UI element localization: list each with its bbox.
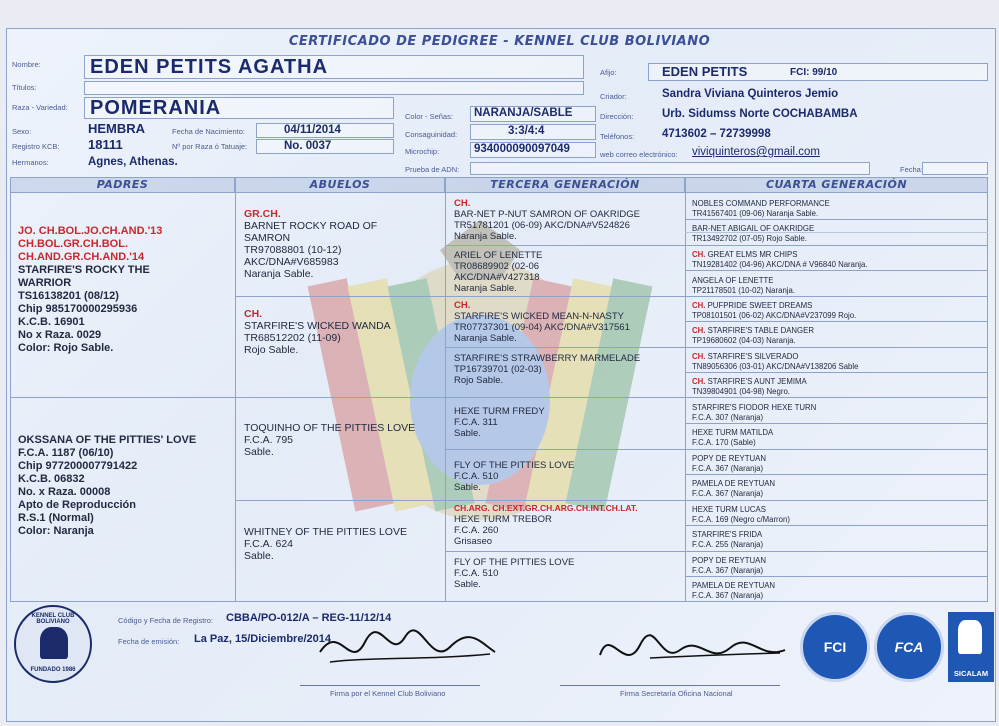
fourth-gen-title: CH. [692,301,706,310]
divider [685,423,988,424]
fourth-gen-reg: F.C.A. 367 (Naranja) [692,463,764,473]
dam-line: K.C.B. 06832 [18,473,85,485]
divider [445,449,988,450]
col-padres: PADRES [10,177,235,193]
dam-line: Color: Naranja [18,525,94,537]
fourth-gen-name: PAMELA DE REYTUAN [692,479,776,488]
fourth-gen-title: CH. [692,377,706,386]
third-gen-line: F.C.A. 510 [454,471,499,482]
sire-line: K.C.B. 16901 [18,316,85,328]
third-gen-1 [454,198,640,242]
grandparent-title: CH. [244,308,263,320]
label-consanguinidad: Consaguinidad: [405,130,458,139]
fourth-gen-reg: TP21178501 (10-02) Naranja. [692,285,796,295]
fourth-gen-16 [692,581,775,600]
fourth-gen-name: POPY DE REYTUAN [692,556,766,565]
label-telefonos: Teléfonos: [600,132,635,141]
third-gen-line: Rojo Sable. [454,375,504,386]
sire-title: CH.AND.GR.CH.AND.'14 [18,251,145,263]
label-titulos: Títulos: [12,83,37,92]
dog-head-icon [958,620,982,654]
label-hermanos: Hermanos: [12,158,49,167]
dam-line: No. x Raza. 00008 [18,486,111,498]
grandparent-1 [244,208,377,280]
breeder-email[interactable]: viviquinteros@gmail.com [692,146,820,158]
label-fecha: Fecha: [900,165,923,174]
grandparent-2 [244,308,391,356]
third-gen-line: F.C.A. 510 [454,568,499,579]
third-gen-2 [454,250,542,294]
third-gen-title: CH.ARG. CH.EXT.GR.CH.ARG.CH.INT.CH.LAT. [454,503,638,513]
fourth-gen-10 [692,428,773,447]
dam-line: Apto de Reproducción [18,499,136,511]
third-gen-5 [454,406,545,439]
consanguinidad-value: 3:3/4:4 [508,125,545,137]
label-registro-code: Código y Fecha de Registro: [118,616,214,625]
fourth-gen-reg: F.C.A. 367 (Naranja) [692,488,764,498]
divider [685,525,988,526]
third-gen-3 [454,300,630,344]
fourth-gen-reg: F.C.A. 307 (Naranja) [692,412,764,422]
fourth-gen-1 [692,199,830,218]
sire-line: WARRIOR [18,277,72,289]
sire-title: JO. CH.BOL.JO.CH.AND.'13 [18,225,163,237]
color-value: NARANJA/SABLE [474,107,573,119]
sire-line: TS16138201 (08/12) [18,290,119,302]
kennel-affix: EDEN PETITS [662,64,748,79]
third-gen-line: FLY OF THE PITTIES LOVE [454,460,575,471]
fourth-gen-reg: TN19281402 (04-96) AKC/DNA # V96840 Naranja. [692,259,868,269]
divider [685,576,988,577]
third-gen-line: Naranja Sable. [454,283,517,294]
fourth-gen-name: GREAT ELMS MR CHIPS [707,250,798,259]
fourth-gen-name: HEXE TURM MATILDA [692,428,774,437]
third-gen-line: F.C.A. 260 [454,525,499,536]
third-gen-8 [454,557,574,590]
label-fecha-nac: Fecha de Nacimiento: [172,127,245,136]
grandparent-line: BARNET ROCKY ROAD OF [244,220,378,232]
third-gen-6 [454,460,574,493]
dam-line: OKSSANA OF THE PITTIES' LOVE [18,434,197,446]
signature-line [300,685,480,686]
fourth-gen-name: HEXE TURM LUCAS [692,505,766,514]
third-gen-line: STARFIRE'S STRAWBERRY MARMELADE [454,353,641,364]
fourth-gen-reg: F.C.A. 367 (Naranja) [692,565,764,575]
sire-title: CH.BOL.GR.CH.BOL. [18,238,128,250]
third-gen-line: TR08689902 (02-06 [454,261,540,272]
certificate-title: CERTIFICADO DE PEDIGREE - KENNEL CLUB BOLIVIANO [288,34,711,49]
third-gen-line: HEXE TURM TREBOR [454,514,552,525]
dam-block [18,434,196,538]
fourth-gen-3 [692,250,868,269]
grandparent-line: F.C.A. 624 [244,538,294,550]
label-emision: Fecha de emisión: [118,637,180,646]
firma-kcb-label: Firma por el Kennel Club Boliviano [330,689,446,698]
fci-seal-text: FCI [823,639,847,655]
fourth-gen-name: NOBLES COMMAND PERFORMANCE [692,199,830,208]
divider [445,245,988,246]
fourth-gen-title: CH. [692,352,706,361]
grandparent-line: Sable. [244,446,274,458]
fourth-gen-reg: F.C.A. 367 (Naranja) [692,590,764,600]
label-prueba-adn: Prueba de ADN: [405,165,460,174]
divider [685,270,988,271]
fourth-gen-reg: TN89056306 (03-01) AKC/DNA#V138206 Sable [692,361,859,371]
grandparent-3 [244,422,415,458]
sire-block [18,225,162,355]
sicalam-logo [948,612,994,682]
signature-secretaria [590,620,790,680]
titulos-field [84,81,584,95]
third-gen-line: AKC/DNA#V427318 [454,272,540,283]
third-gen-line: STARFIRE'S WICKED MEAN-N-NASTY [454,311,625,322]
fourth-gen-8 [692,377,807,396]
divider [685,474,988,475]
label-email: web correo electrónico: [600,150,678,159]
fecha-field [922,162,988,175]
col-cuarta: CUARTA GENERACIÓN [685,177,988,193]
kcb-seal-year: FUNDADO 1986 [30,667,76,673]
grandparent-line: AKC/DNA#V685983 [244,256,339,268]
label-direccion: Dirección: [600,112,634,121]
adn-field [470,162,870,175]
third-gen-line: TP16739701 (02-03) [454,364,542,375]
third-gen-4 [454,353,640,386]
fourth-gen-11 [692,454,766,473]
fourth-gen-2 [692,224,814,243]
fourth-gen-6 [692,326,814,345]
fourth-gen-reg: TP19680602 (04-03) Naranja. [692,335,796,345]
grandparent-line: Naranja Sable. [244,268,314,280]
label-nombre: Nombre: [12,60,41,69]
third-gen-title: CH. [454,300,471,311]
col-abuelos: ABUELOS [235,177,445,193]
label-color: Color - Señas: [405,112,453,121]
fourth-gen-13 [692,505,790,524]
third-gen-line: FLY OF THE PITTIES LOVE [454,557,575,568]
fourth-gen-7 [692,352,858,371]
breeder-phones: 4713602 – 72739998 [662,128,771,140]
fourth-gen-reg: TR41567401 (09-06) Naranja Sable. [692,208,819,218]
dog-name: EDEN PETITS AGATHA [90,56,329,78]
firma-secretaria-label: Firma Secretaría Oficina Nacional [620,689,733,698]
third-gen-line: F.C.A. 311 [454,417,498,428]
fourth-gen-5 [692,301,856,320]
fourth-gen-reg: F.C.A. 169 (Negro c/Marron) [692,514,790,524]
sire-line: Color: Rojo Sable. [18,342,114,354]
third-gen-line: TR51781201 (06-09) AKC/DNA#V524826 [454,220,630,231]
grandparent-line: TR68512202 (11-09) [244,332,341,344]
grandparent-line: Sable. [244,550,274,562]
label-criador: Criador: [600,92,627,101]
fourth-gen-name: PUFPRIDE SWEET DREAMS [707,301,813,310]
label-afijo: Afijo: [600,68,617,77]
fourth-gen-title: CH. [692,250,706,259]
third-gen-line: TR07737301 (09-04) AKC/DNA#V317561 [454,322,630,333]
divider [685,321,988,322]
fca-seal-text: FCA [894,639,924,655]
col-tercera: TERCERA GENERACIÓN [445,177,685,193]
grandparent-line: Rojo Sable. [244,344,299,356]
third-gen-line: ARIEL OF LENETTE [454,250,543,261]
label-registro: Registro KCB: [12,142,60,151]
fourth-gen-name: STARFIRE'S SILVERADO [707,352,799,361]
fourth-gen-name: POPY DE REYTUAN [692,454,766,463]
fca-seal [874,612,944,682]
fourth-gen-reg: F.C.A. 255 (Naranja) [692,539,764,549]
fourth-gen-15 [692,556,766,575]
fourth-gen-reg: TP08101501 (06-02) AKC/DNA#V237099 Rojo. [692,310,857,320]
dam-line: R.S.1 (Normal) [18,512,94,524]
label-sexo: Sexo: [12,127,32,136]
grandparent-line: F.C.A. 795 [244,434,294,446]
fourth-gen-name: ANGELA OF LENETTE [692,276,774,285]
kcb-seal [14,605,92,683]
fourth-gen-12 [692,479,775,498]
fourth-gen-name: STARFIRE'S AUNT JEMIMA [707,377,807,386]
third-gen-line: Sable. [454,579,481,590]
dog-head-icon [40,627,68,659]
sire-line: Chip 985170000295936 [18,303,138,315]
dam-line: F.C.A. 1187 (06/10) [18,447,114,459]
breed-number: No. 0037 [284,140,332,152]
fourth-gen-9 [692,403,816,422]
sex-value: HEMBRA [88,121,146,136]
breed: POMERANIA [90,97,222,119]
emision-date: La Paz, 15/Diciembre/2014 [194,633,331,645]
third-gen-line: Grisaseo [454,536,493,547]
fourth-gen-reg: TN39804901 (04-98) Negro. [692,386,790,396]
divider [10,397,988,398]
fci-number: FCI: 99/10 [790,67,838,78]
signature-line [560,685,780,686]
fourth-gen-reg: F.C.A. 170 (Sable) [692,437,756,447]
third-gen-line: Naranja Sable. [454,231,517,242]
fourth-gen-name: PAMELA DE REYTUAN [692,581,776,590]
divider [685,372,988,373]
fourth-gen-name: STARFIRE'S FIODOR HEXE TURN [692,403,817,412]
third-gen-line: Naranja Sable. [454,333,517,344]
grandparent-line: WHITNEY OF THE PITTIES LOVE [244,526,407,538]
third-gen-7 [454,503,638,547]
label-raza: Raza - Variedad: [12,103,68,112]
label-microchip: Microchip: [405,147,440,156]
third-gen-line: BAR-NET P-NUT SAMRON OF OAKRIDGE [454,209,640,220]
grandparent-title: GR.CH. [244,208,281,220]
third-gen-line: Sable. [454,482,481,493]
fourth-gen-title: CH. [692,326,706,335]
third-gen-line: HEXE TURM FREDY [454,406,545,417]
fourth-gen-14 [692,530,763,549]
fourth-gen-name: BAR-NET ABIGAIL OF OAKRIDGE [692,224,815,233]
microchip-value: 934000090097049 [474,143,570,155]
divider [445,347,988,348]
sire-line: STARFIRE'S ROCKY THE [18,264,150,276]
grandparent-line: TOQUINHO OF THE PITTIES LOVE [244,422,416,434]
fci-seal [800,612,870,682]
grandparent-line: STARFIRE'S WICKED WANDA [244,320,391,332]
breeder-name: Sandra Viviana Quinteros Jemio [662,88,839,100]
grandparent-4 [244,526,407,562]
third-gen-line: Sable. [454,428,481,439]
signature-kcb [310,612,500,682]
siblings: Agnes, Athenas. [88,156,178,168]
breeder-address: Urb. Sidumss Norte COCHABAMBA [662,108,858,120]
fourth-gen-reg: TR13492702 (07-05) Rojo Sable. [692,233,807,243]
sire-line: No x Raza. 0029 [18,329,102,341]
birth-date: 04/11/2014 [284,124,341,136]
registro-code: CBBA/PO-012/A – REG-11/12/14 [226,612,392,624]
third-gen-title: CH. [454,198,471,209]
kcb-registry: 18111 [88,137,123,152]
dam-line: Chip 977200007791422 [18,460,138,472]
grandparent-line: SAMRON [244,232,291,244]
label-nro-raza: Nº por Raza ó Tatuaje: [172,142,248,151]
divider [235,500,988,501]
fourth-gen-name: STARFIRE'S FRIDA [692,530,763,539]
fourth-gen-4 [692,276,795,295]
divider [445,551,988,552]
sicalam-text: SICALAM [953,669,989,678]
fourth-gen-name: STARFIRE'S TABLE DANGER [707,326,814,335]
divider [235,296,988,297]
grandparent-line: TR97088801 (10-12) [244,244,342,256]
divider [685,219,988,220]
kcb-seal-text: KENNEL CLUB BOLIVIANO [31,613,75,625]
